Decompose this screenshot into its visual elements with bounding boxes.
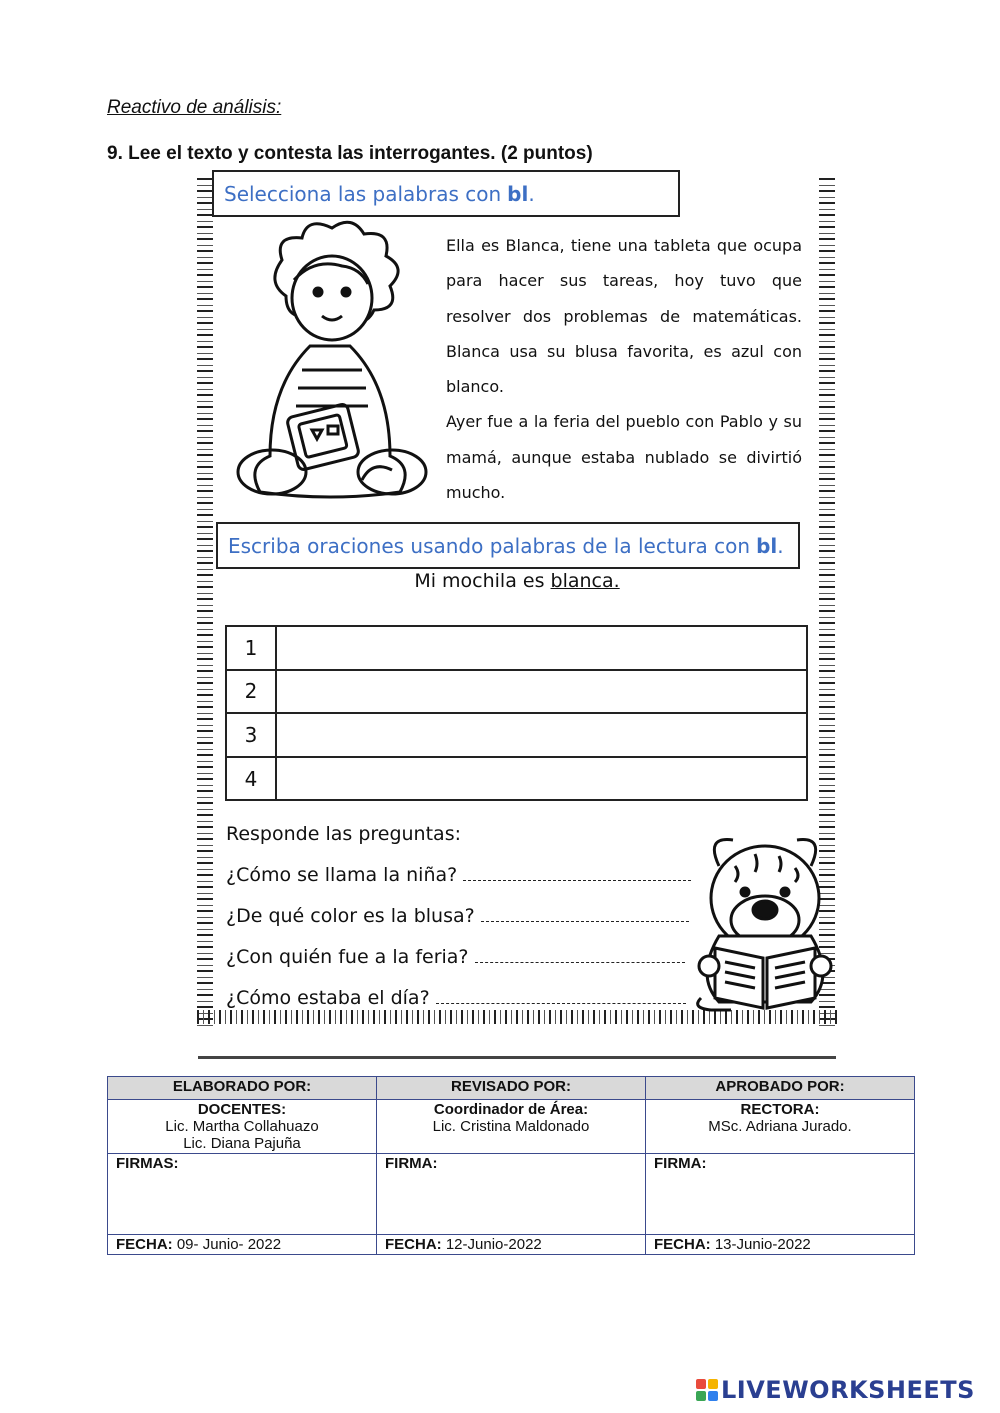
date-value: 12-Junio-2022: [445, 1236, 542, 1253]
answer-blank[interactable]: [436, 987, 686, 1004]
task-write-end: .: [777, 533, 784, 558]
header-revisado: REVISADO POR:: [377, 1077, 646, 1100]
revisado-cell: [377, 1100, 646, 1154]
left-border-decoration: [197, 178, 213, 1030]
date-cell: [646, 1235, 915, 1255]
liveworksheets-logo[interactable]: [696, 1376, 975, 1404]
reading-paragraph-2: Ayer fue a la feria del pueblo con Pablo y su mamá, aunque estaba nublado se divirtió mucho.: [446, 412, 802, 503]
task-select-box: [212, 170, 680, 217]
aprobado-cell: [646, 1100, 915, 1154]
row-number: 1: [227, 627, 277, 669]
question-text: ¿Cómo se llama la niña?: [226, 864, 458, 886]
question-text: ¿De qué color es la blusa?: [226, 905, 475, 927]
question-line: [226, 855, 691, 896]
role-label: DOCENTES:: [197, 1101, 287, 1118]
date-value: 09- Junio- 2022: [176, 1236, 282, 1253]
role-label: Coordinador de Área:: [433, 1101, 589, 1118]
logo-cubes-icon: [696, 1379, 718, 1401]
sentence-lines-table: [225, 625, 808, 801]
task-select-end: .: [528, 181, 535, 206]
question-text: ¿Con quién fue a la feria?: [226, 946, 469, 968]
task-write-box: [216, 522, 800, 569]
reading-text: [446, 228, 802, 510]
logo-text: LIVEWORKSHEETS: [721, 1376, 975, 1404]
question-line: [226, 896, 691, 937]
question-title: 9. Lee el texto y contesta las interrogantes. (2 puntos): [107, 143, 593, 164]
approval-header-row: [108, 1077, 915, 1100]
girl-with-tablet-illustration: [232, 220, 432, 510]
date-label: FECHA:: [654, 1236, 711, 1253]
signature-cell[interactable]: FIRMA:: [646, 1154, 915, 1235]
questions-block: [226, 814, 691, 1019]
task-write-bold: bl: [756, 533, 778, 558]
header-elaborado: ELABORADO POR:: [108, 1077, 377, 1100]
approval-signature-row: [108, 1154, 915, 1235]
person-name: Lic. Martha Collahuazo: [165, 1118, 319, 1135]
header-aprobado: APROBADO POR:: [646, 1077, 915, 1100]
date-label: FECHA:: [385, 1236, 442, 1253]
tiger-reading-book-illustration: [695, 826, 835, 1012]
question-line: [226, 978, 691, 1019]
section-title: Reactivo de análisis:: [107, 97, 282, 118]
example-prefix: Mi mochila es: [414, 570, 545, 592]
row-number: 2: [227, 671, 277, 713]
example-underlined-word: blanca.: [550, 570, 620, 592]
answer-blank[interactable]: [475, 946, 685, 963]
row-number: 4: [227, 758, 277, 802]
sentence-row[interactable]: [227, 714, 806, 758]
task-select-bold: bl: [507, 181, 529, 206]
example-sentence: [197, 570, 837, 592]
reading-paragraph-1: Ella es Blanca, tiene una tableta que ocupa para hacer sus tareas, hoy tuvo que resolver dos problemas de matemáticas. Blanca usa su blusa favorita, es azul con blanco.: [446, 236, 802, 397]
approval-table: [107, 1076, 915, 1255]
questions-title: Responde las preguntas:: [226, 823, 461, 845]
row-number: 3: [227, 714, 277, 756]
approval-names-row: [108, 1100, 915, 1154]
person-name: Lic. Cristina Maldonado: [432, 1118, 590, 1135]
answer-blank[interactable]: [463, 864, 691, 881]
date-cell: [108, 1235, 377, 1255]
task-write-text: Escriba oraciones usando palabras de la lectura con: [228, 533, 751, 558]
date-value: 13-Junio-2022: [714, 1236, 811, 1253]
task-select-text: Selecciona las palabras con: [224, 181, 502, 206]
horizontal-rule: [198, 1056, 836, 1059]
date-cell: [377, 1235, 646, 1255]
question-line: [226, 937, 691, 978]
sentence-row[interactable]: [227, 627, 806, 671]
signature-cell[interactable]: FIRMA:: [377, 1154, 646, 1235]
elaborado-cell: [108, 1100, 377, 1154]
date-label: FECHA:: [116, 1236, 173, 1253]
approval-date-row: [108, 1235, 915, 1255]
role-label: RECTORA:: [740, 1101, 820, 1118]
signature-cell[interactable]: FIRMAS:: [108, 1154, 377, 1235]
person-name: Lic. Diana Pajuña: [183, 1135, 301, 1152]
question-text: ¿Cómo estaba el día?: [226, 987, 430, 1009]
person-name: MSc. Adriana Jurado.: [708, 1118, 852, 1135]
sentence-row[interactable]: [227, 671, 806, 715]
answer-blank[interactable]: [481, 905, 689, 922]
sentence-row[interactable]: [227, 758, 806, 802]
